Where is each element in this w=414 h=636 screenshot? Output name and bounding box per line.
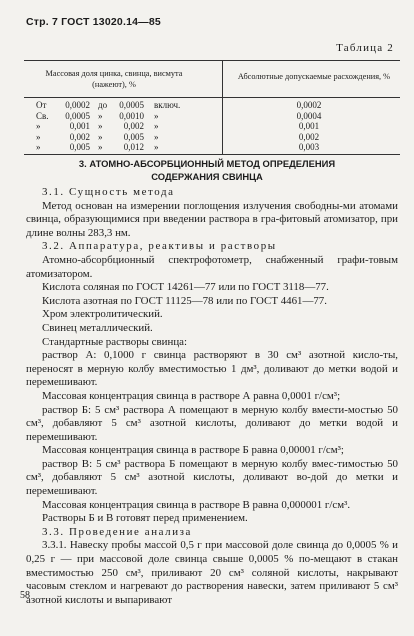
table-row [24, 111, 400, 122]
range-to: 0,0005 [119, 100, 144, 110]
range-to: 0,0010 [119, 110, 144, 121]
subheading-essence: 3.1. Сущность метода [42, 186, 175, 198]
paragraph: Массовая концентрация свинца в растворе Б равна 0,00001 г/см³; [42, 444, 344, 457]
range-suffix: » [154, 110, 159, 121]
section-heading-line2: СОДЕРЖАНИЯ СВИНЦА [151, 170, 263, 182]
range-from: 0,0005 [65, 110, 90, 121]
table-row [24, 100, 400, 111]
row-prefix: Св. [36, 110, 49, 121]
range-connector: » [98, 121, 103, 132]
range-connector: » [98, 142, 103, 153]
paragraph: раствор Б: 5 см³ раствора А помещают в мерную колбу вмести-мостью 50 см³, добавляют 5 см³ азотной кислоты, доливают до метки водой и перемешивают. [26, 403, 398, 443]
range-to: 0,012 [123, 142, 144, 153]
row-prefix: » [36, 142, 41, 153]
subheading-analysis: 3.3. Проведение анализа [42, 525, 192, 538]
column-header-mass-fraction: Массовая доля цинка, свинца, висмута (нажеют), % [45, 69, 183, 89]
range-from: 0,0002 [65, 100, 90, 110]
paragraph: Атомно-абсорбционный спектрофотометр, снабженный графи-товым атомизатором. [26, 253, 398, 280]
page-number: 58 [20, 590, 30, 601]
paragraph: Растворы Б и В готовят перед применением. [42, 512, 248, 525]
range-suffix: включ. [154, 100, 181, 110]
paragraph: раствор В: 5 см³ раствора Б помещают в мерную колбу вмес-тимостью 50 см³, добавляют 5 см³ азотной кислоты, доливают во-дой до метки и перемешивают. [26, 457, 398, 498]
range-connector: » [98, 131, 103, 142]
range-connector: » [98, 110, 103, 121]
tolerance-value: 0,001 [298, 121, 320, 132]
range-to: 0,002 [123, 121, 144, 132]
row-prefix: » [36, 121, 41, 132]
tolerance-value: 0,003 [298, 142, 320, 153]
paragraph: Хром электролитический. [42, 308, 163, 321]
paragraph: Массовая концентрация свинца в растворе В равна 0,000001 г/см³. [42, 498, 351, 511]
table-bottom-rule [24, 154, 400, 155]
paragraph: Стандартные растворы свинца: [42, 335, 188, 348]
page-header: Стр. 7 ГОСТ 13020.14—85 [26, 16, 161, 28]
paragraph: 3.3.1. Навеску пробы массой 0,5 г при массовой доле свинца до 0,0005 % и 0,25 г — при массовой доле свинца свыше 0,0005 % по-мещают в стакан вместимостью 250 см³, приливают 20 см³ соляной кислоты, накрывают часовым стеклом и нагревают до растворения навески, затем приливают 5 см³ азотной кислоты и выпаривают [26, 539, 398, 606]
section-heading [0, 158, 414, 183]
row-prefix: От [36, 100, 47, 110]
range-from: 0,005 [69, 142, 90, 153]
tolerance-value: 0,002 [298, 131, 320, 142]
table-row [24, 132, 400, 143]
table-body [24, 98, 400, 154]
tolerance-table [24, 60, 400, 155]
range-to: 0,005 [123, 131, 144, 142]
range-connector: до [98, 100, 108, 110]
table-row [24, 121, 400, 132]
paragraph: Метод основан на измерении поглощения излучения свободны-ми атомами свинца, образующимися при введении раствора в гра-фитовый атомизатор, при длине волны 283,3 нм. [26, 199, 398, 239]
column-header-tolerance: Абсолютные допускаемые расхождения, % [237, 72, 391, 81]
table-header [24, 61, 400, 97]
section-heading-line1: 3. АТОМНО-АБСОРБЦИОННЫЙ МЕТОД ОПРЕДЕЛЕНИЯ [78, 158, 336, 169]
table-row [24, 142, 400, 153]
tolerance-value: 0,0002 [296, 100, 322, 110]
paragraph: Свинец металлический. [42, 321, 153, 334]
range-from: 0,001 [69, 121, 90, 132]
range-suffix: » [154, 131, 159, 142]
tolerance-value: 0,0004 [296, 110, 322, 121]
range-suffix: » [154, 142, 159, 153]
table-column-divider [222, 60, 223, 154]
paragraph: Массовая концентрация свинца в растворе А равна 0,0001 г/см³; [42, 389, 341, 402]
range-suffix: » [154, 121, 159, 132]
range-from: 0,002 [69, 131, 90, 142]
table-label: Таблица 2 [336, 42, 394, 54]
body-text [26, 186, 398, 607]
paragraph: раствор А: 0,1000 г свинца растворяют в 30 см³ азотной кисло-ты, переносят в мерную колбу вместимостью 1 дм³, доливают до метки водой и перемешивают. [26, 349, 398, 389]
row-prefix: » [36, 131, 41, 142]
paragraph: Кислота азотная по ГОСТ 11125—78 или по ГОСТ 4461—77. [42, 294, 327, 307]
subheading-equipment: 3.2. Аппаратура, реактивы и растворы [42, 240, 277, 253]
paragraph: Кислота соляная по ГОСТ 14261—77 или по ГОСТ 3118—77. [42, 281, 329, 294]
